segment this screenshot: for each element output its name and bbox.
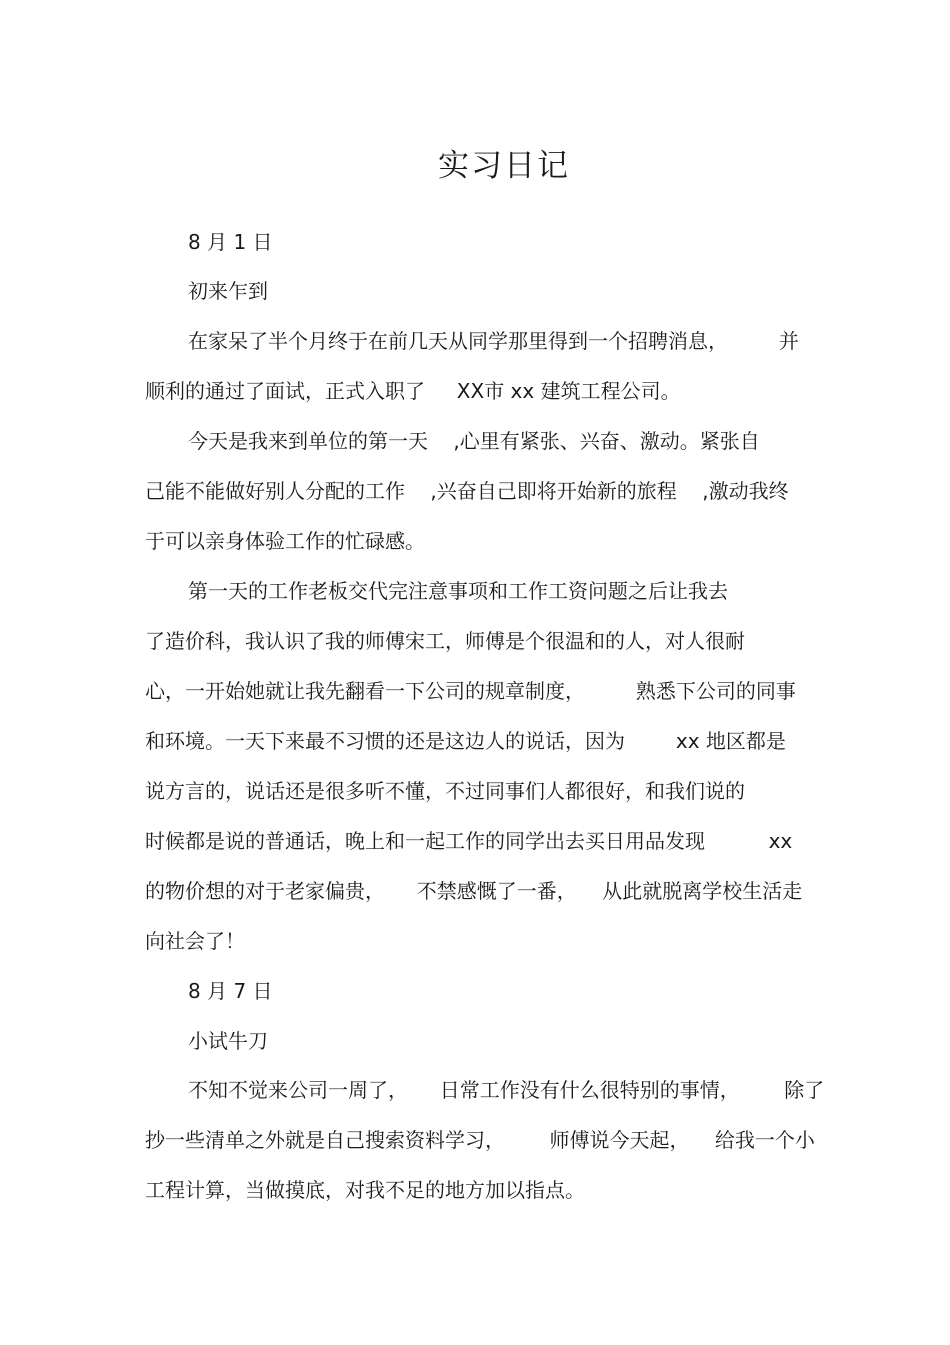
entry-date: 8 月 7 日 <box>188 979 273 1003</box>
paragraph-line: 工程计算，当做摸底，对我不足的地方加以指点。 <box>145 1178 585 1202</box>
entry-heading: 初来乍到 <box>188 279 268 303</box>
paragraph-line: 顺利的通过了面试，正式入职了 XX市 xx 建筑工程公司。 <box>145 379 681 403</box>
entry-heading: 小试牛刀 <box>188 1029 268 1053</box>
paragraph-line: 了造价科，我认识了我的师傅宋工，师傅是个很温和的人，对人很耐 <box>145 629 745 653</box>
paragraph-line: 心，一开始她就让我先翻看一下公司的规章制度， 熟悉下公司的同事 <box>145 679 796 703</box>
paragraph-line: 第一天的工作老板交代完注意事项和工作工资问题之后让我去 <box>188 579 728 603</box>
paragraph-line: 说方言的，说话还是很多听不懂，不过同事们人都很好，和我们说的 <box>145 779 745 803</box>
paragraph-line: 不知不觉来公司一周了， 日常工作没有什么很特别的事情， 除了 <box>188 1078 825 1102</box>
paragraph-line: 的物价想的对于老家偏贵， 不禁感慨了一番， 从此就脱离学校生活走 <box>145 879 803 903</box>
paragraph-line: 和环境。一天下来最不习惯的还是这边人的说话，因为 xx 地区都是 <box>145 729 786 753</box>
paragraph-line: 在家呆了半个月终于在前几天从同学那里得到一个招聘消息， 并 <box>188 329 799 353</box>
paragraph-line: 于可以亲身体验工作的忙碌感。 <box>145 529 425 553</box>
paragraph-line: 今天是我来到单位的第一天 ,心里有紧张、兴奋、激动。紧张自 <box>188 429 760 453</box>
entry-date: 8 月 1 日 <box>188 230 273 254</box>
paragraph-line: 己能不能做好别人分配的工作 ,兴奋自己即将开始新的旅程 ,激动我终 <box>145 479 789 503</box>
paragraph-line: 向社会了！ <box>145 929 245 953</box>
paragraph-line: 时候都是说的普通话，晚上和一起工作的同学出去买日用品发现 xx <box>145 829 793 853</box>
paragraph-line: 抄一些清单之外就是自己搜索资料学习， 师傅说今天起， 给我一个小 <box>145 1128 815 1152</box>
document-title: 实习日记 <box>438 148 570 184</box>
